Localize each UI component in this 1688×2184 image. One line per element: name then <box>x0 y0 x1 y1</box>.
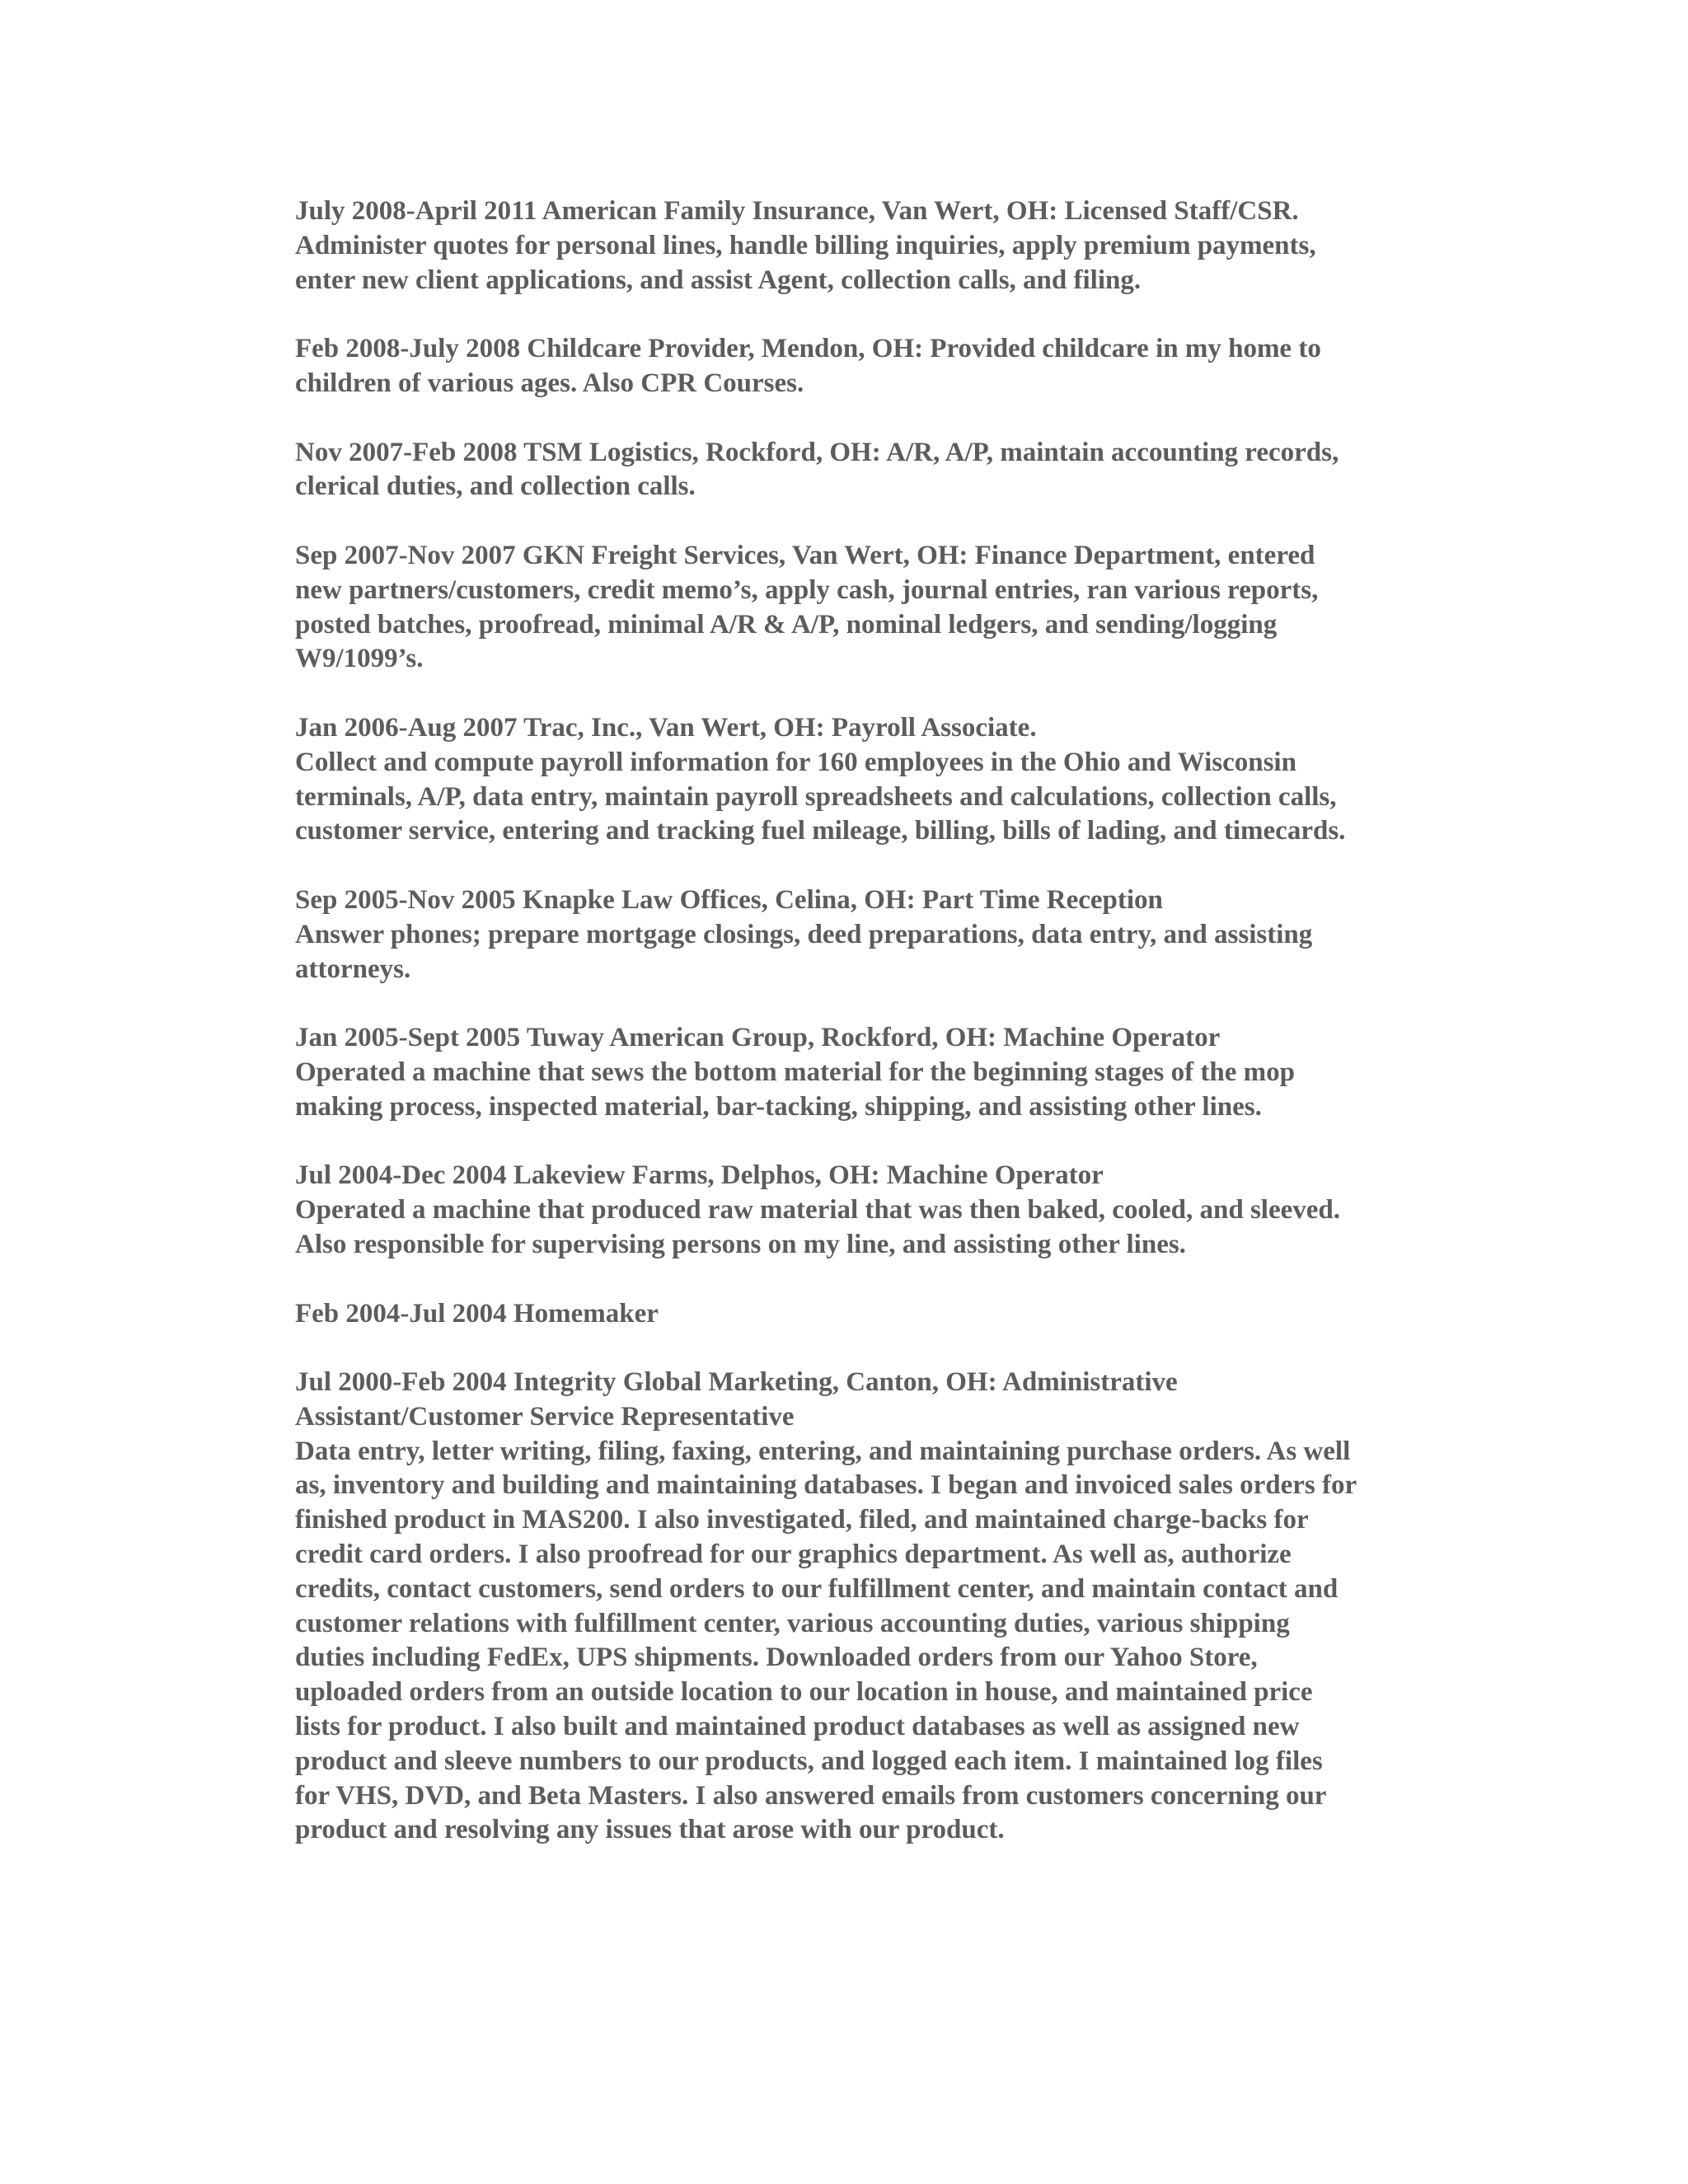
entry-gkn-freight <box>295 539 1474 677</box>
entry-tsm-logistics <box>295 436 1474 505</box>
entry-line: W9/1099’s. <box>295 644 424 674</box>
entry-line: Operated a machine that sews the bottom material for the beginning stages of the mop <box>295 1057 1295 1087</box>
entry-line: Assistant/Customer Service Representative <box>295 1401 795 1432</box>
entry-line: clerical duties, and collection calls. <box>295 471 696 502</box>
entry-trac-inc <box>295 711 1474 849</box>
entry-line: lists for product. I also built and maintained product databases as well as assigned new <box>295 1712 1300 1742</box>
entry-line: finished product in MAS200. I also investigated, filed, and maintained charge-backs for <box>295 1505 1309 1535</box>
entry-line: Answer phones; prepare mortgage closings, deed preparations, data entry, and assisting <box>295 919 1313 949</box>
entry-line: for VHS, DVD, and Beta Masters. I also answered emails from customers concerning our <box>295 1780 1327 1811</box>
entry-line: Sep 2007-Nov 2007 GKN Freight Services, Van Wert, OH: Finance Department, entered <box>295 540 1315 570</box>
entry-line: customer relations with fulfillment center, various accounting duties, various shipping <box>295 1608 1290 1638</box>
entry-line: as, inventory and building and maintaining databases. I began and invoiced sales orders for <box>295 1470 1357 1501</box>
entry-line: Administer quotes for personal lines, handle billing inquiries, apply premium payments, <box>295 230 1316 260</box>
entry-tuway-american <box>295 1021 1474 1124</box>
entry-homemaker <box>295 1297 1474 1332</box>
entry-line: Operated a machine that produced raw material that was then baked, cooled, and sleeved. <box>295 1195 1341 1226</box>
entry-line: children of various ages. Also CPR Courses. <box>295 368 804 398</box>
entry-line: product and resolving any issues that arose with our product. <box>295 1815 1005 1845</box>
entry-line: terminals, A/P, data entry, maintain payroll spreadsheets and calculations, collection calls, <box>295 781 1337 812</box>
entry-line: Feb 2008-July 2008 Childcare Provider, Mendon, OH: Provided childcare in my home to <box>295 334 1321 364</box>
entry-line: credits, contact customers, send orders to our fulfillment center, and maintain contact and <box>295 1573 1339 1604</box>
entry-line: July 2008-April 2011 American Family Insurance, Van Wert, OH: Licensed Staff/CSR. <box>295 196 1299 226</box>
entry-line: duties including FedEx, UPS shipments. Downloaded orders from our Yahoo Store, <box>295 1643 1258 1673</box>
entry-line: attorneys. <box>295 954 411 984</box>
entry-line: Collect and compute payroll information for 160 employees in the Ohio and Wisconsin <box>295 747 1296 777</box>
entry-line: making process, inspected material, bar-tacking, shipping, and assisting other lines. <box>295 1091 1262 1122</box>
entry-line: Jul 2004-Dec 2004 Lakeview Farms, Delphos, OH: Machine Operator <box>295 1160 1104 1191</box>
entry-line: Jan 2005-Sept 2005 Tuway American Group, Rockford, OH: Machine Operator <box>295 1023 1221 1053</box>
entry-line: Jan 2006-Aug 2007 Trac, Inc., Van Wert, OH: Payroll Associate. <box>295 712 1037 743</box>
entry-line: Feb 2004-Jul 2004 Homemaker <box>295 1298 659 1329</box>
entry-line: posted batches, proofread, minimal A/R & A/P, nominal ledgers, and sending/logging <box>295 609 1278 640</box>
entry-line: product and sleeve numbers to our products, and logged each item. I maintained log files <box>295 1746 1323 1776</box>
entry-line: customer service, entering and tracking fuel mileage, billing, bills of lading, and timecards. <box>295 816 1346 846</box>
entry-integrity-global <box>295 1366 1474 1848</box>
entry-lakeview-farms <box>295 1159 1474 1262</box>
employment-history <box>295 194 1474 1882</box>
entry-knapke-law <box>295 883 1474 987</box>
entry-line: Also responsible for supervising persons on my line, and assisting other lines. <box>295 1229 1186 1259</box>
entry-line: enter new client applications, and assist Agent, collection calls, and filing. <box>295 265 1142 295</box>
entry-line: Sep 2005-Nov 2005 Knapke Law Offices, Celina, OH: Part Time Reception <box>295 884 1163 915</box>
entry-childcare-provider <box>295 332 1474 401</box>
entry-line: new partners/customers, credit memo’s, apply cash, journal entries, ran various reports, <box>295 574 1319 605</box>
entry-american-family-insurance <box>295 194 1474 298</box>
entry-line: uploaded orders from an outside location to our location in house, and maintained price <box>295 1677 1313 1708</box>
entry-line: credit card orders. I also proofread for our graphics department. As well as, authorize <box>295 1540 1292 1570</box>
entry-line: Data entry, letter writing, filing, faxing, entering, and maintaining purchase orders. As well <box>295 1436 1351 1466</box>
entry-line: Nov 2007-Feb 2008 TSM Logistics, Rockford, OH: A/R, A/P, maintain accounting records, <box>295 437 1339 467</box>
entry-line: Jul 2000-Feb 2004 Integrity Global Marketing, Canton, OH: Administrative <box>295 1367 1178 1398</box>
